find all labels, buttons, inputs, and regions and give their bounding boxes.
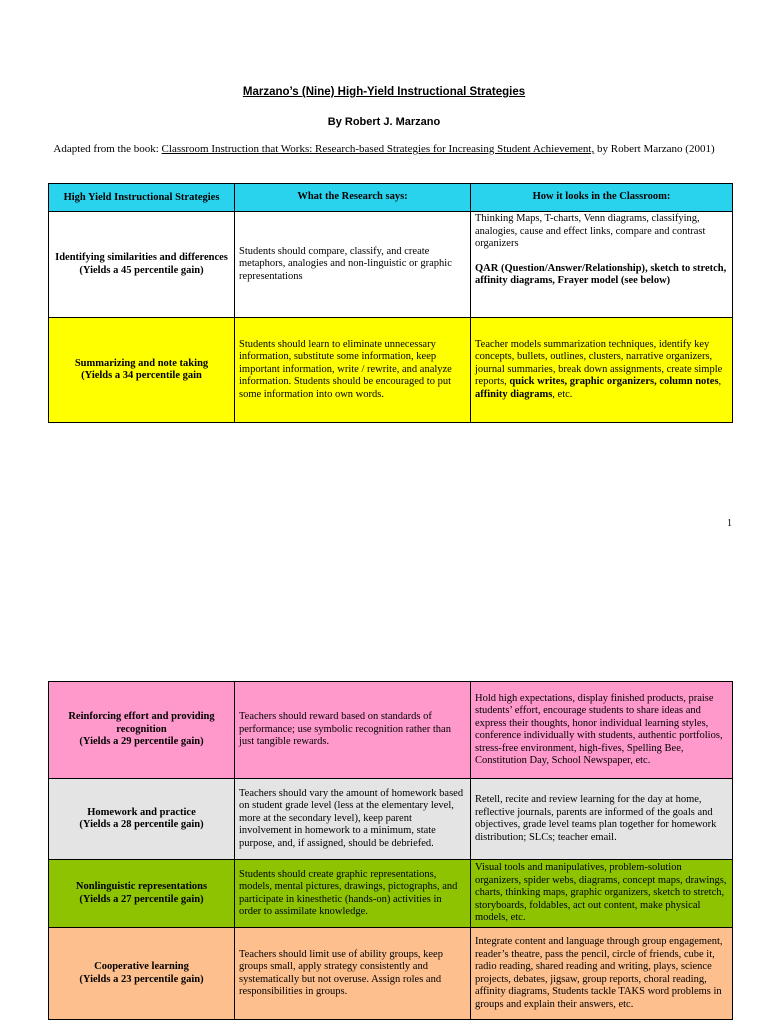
strategy-name: Cooperative learning [94, 961, 189, 972]
classroom-cell: Hold high expectations, display finished products, praise students’ effort, encourage students to share ideas and express their thoughts, honor individual learning styles, conference individually with students, authentic portfolios, stress-free environment, high-fives, Spelling Bee, Constitution Day, School Newspaper, etc. [471, 682, 733, 779]
page-number: 1 [727, 518, 732, 529]
table-row [49, 682, 733, 779]
classroom-bold-text [475, 263, 728, 288]
classroom-bold-1: QAR (Question/Answer/Relationship) [475, 262, 646, 274]
strategy-cell [49, 779, 235, 860]
classroom-text: Thinking Maps, T-charts, Venn diagrams, classifying, analogies, cause and effect links, compare and contrast organizers [475, 213, 706, 249]
document-title: Marzano’s (Nine) High-Yield Instructional Strategies [242, 86, 526, 98]
classroom-cell: Integrate content and language through group engagement, reader’s theatre, pass the pencil, circle of friends, cube it, radio reading, shared reading and writing, plays, science projects, debates, jigsaw, group reports, choral reading, affinity diagrams, Students tackle TAKS word problems in groups and explain their answers, etc. [471, 928, 733, 1020]
table-row [49, 779, 733, 860]
strategy-name: Identifying similarities and differences [55, 252, 228, 263]
table-row [49, 318, 733, 423]
classroom-bold-2: sketch to stretch, affinity diagrams, Frayer model (see below) [475, 262, 727, 286]
header-research: What the Research says: [235, 184, 471, 212]
strategy-cell [49, 318, 235, 423]
strategy-gain: (Yields a 29 percentile gain) [79, 736, 204, 748]
adapted-prefix: Adapted from the book: [53, 143, 162, 155]
classroom-sep: , [645, 262, 651, 274]
header-strategies: High Yield Instructional Strategies [49, 184, 235, 212]
strategy-name: Homework and practice [87, 806, 196, 818]
adapted-from-line [0, 143, 768, 155]
strategy-name: Summarizing and note taking [74, 357, 209, 369]
strategy-gain: (Yields a 27 percentile gain) [79, 893, 204, 905]
strategy-name: Nonlinguistic representations [75, 881, 208, 892]
strategy-gain: (Yields a 23 percentile gain) [79, 973, 204, 985]
classroom-text: Teacher models summarization techniques, identify key concepts, bullets, outlines, clusters, narrative organizers, journal summaries, break down assignments, create simple reports, [475, 338, 723, 388]
strategy-gain: (Yields a 28 percentile gain) [79, 819, 204, 830]
table-row [49, 212, 733, 318]
classroom-cell: Visual tools and manipulatives, problem-solution organizers, spider webs, diagrams, concept maps, drawings, charts, thinking maps, graphic organizers, sketch to stretch, storyboards, foldables, act out content, make physical models, etc. [471, 860, 733, 928]
research-cell: Teachers should reward based on standards of performance; use symbolic recognition rather than just tangible rewards. [235, 682, 471, 779]
table-header-row [49, 184, 733, 212]
header-classroom: How it looks in the Classroom: [471, 184, 733, 212]
classroom-end: , etc. [552, 388, 573, 400]
strategies-table-part-1 [48, 183, 733, 423]
classroom-bold-2: affinity diagrams [475, 388, 553, 400]
classroom-cell [471, 212, 733, 318]
strategy-cell [49, 212, 235, 318]
classroom-cell [471, 318, 733, 423]
table-row [49, 928, 733, 1020]
research-cell: Teachers should limit use of ability groups, keep groups small, apply strategy consistently and systematically but not overuse. Assign roles and responsibilities in groups. [235, 928, 471, 1020]
research-cell: Students should learn to eliminate unnecessary information, substitute some information, keep important information, write / rewrite, and analyze information. Students should be encouraged to put some information into own words. [235, 318, 471, 423]
adapted-suffix: by Robert Marzano (2001) [594, 143, 715, 155]
classroom-sep: , [718, 376, 722, 388]
research-cell: Students should compare, classify, and create metaphors, analogies and non-linguistic or graphic representations [235, 212, 471, 318]
strategy-gain: (Yields a 45 percentile gain) [79, 264, 204, 276]
research-cell: Teachers should vary the amount of homework based on student grade level (less at the elementary level, more at the secondary level), keep parent involvement in homework to a minimum, state purpose, and, if assigned, should be debriefed. [235, 779, 471, 860]
strategy-cell [49, 860, 235, 928]
document-byline: By Robert J. Marzano [327, 116, 441, 128]
strategy-gain: (Yields a 34 percentile gain [81, 370, 202, 381]
strategy-cell [49, 928, 235, 1020]
strategies-table-part-2 [48, 681, 733, 1020]
classroom-bold-1: quick writes, graphic organizers, column notes [509, 376, 719, 388]
table-row [49, 860, 733, 928]
classroom-cell: Retell, recite and review learning for the day at home, reflective journals, parents are informed of the goals and objectives, grade level teams plan together for homework distribution; SLCs; teacher email. [471, 779, 733, 860]
strategy-name: Reinforcing effort and providing recognition [68, 711, 215, 735]
research-cell: Students should create graphic representations, models, mental pictures, drawings, pictographs, and participate in kinesthetic (hands-on) activities in order to assimilate knowledge. [235, 860, 471, 928]
strategy-cell [49, 682, 235, 779]
book-title-link: Classroom Instruction that Works: Research-based Strategies for Increasing Student Achievement, [161, 143, 595, 155]
